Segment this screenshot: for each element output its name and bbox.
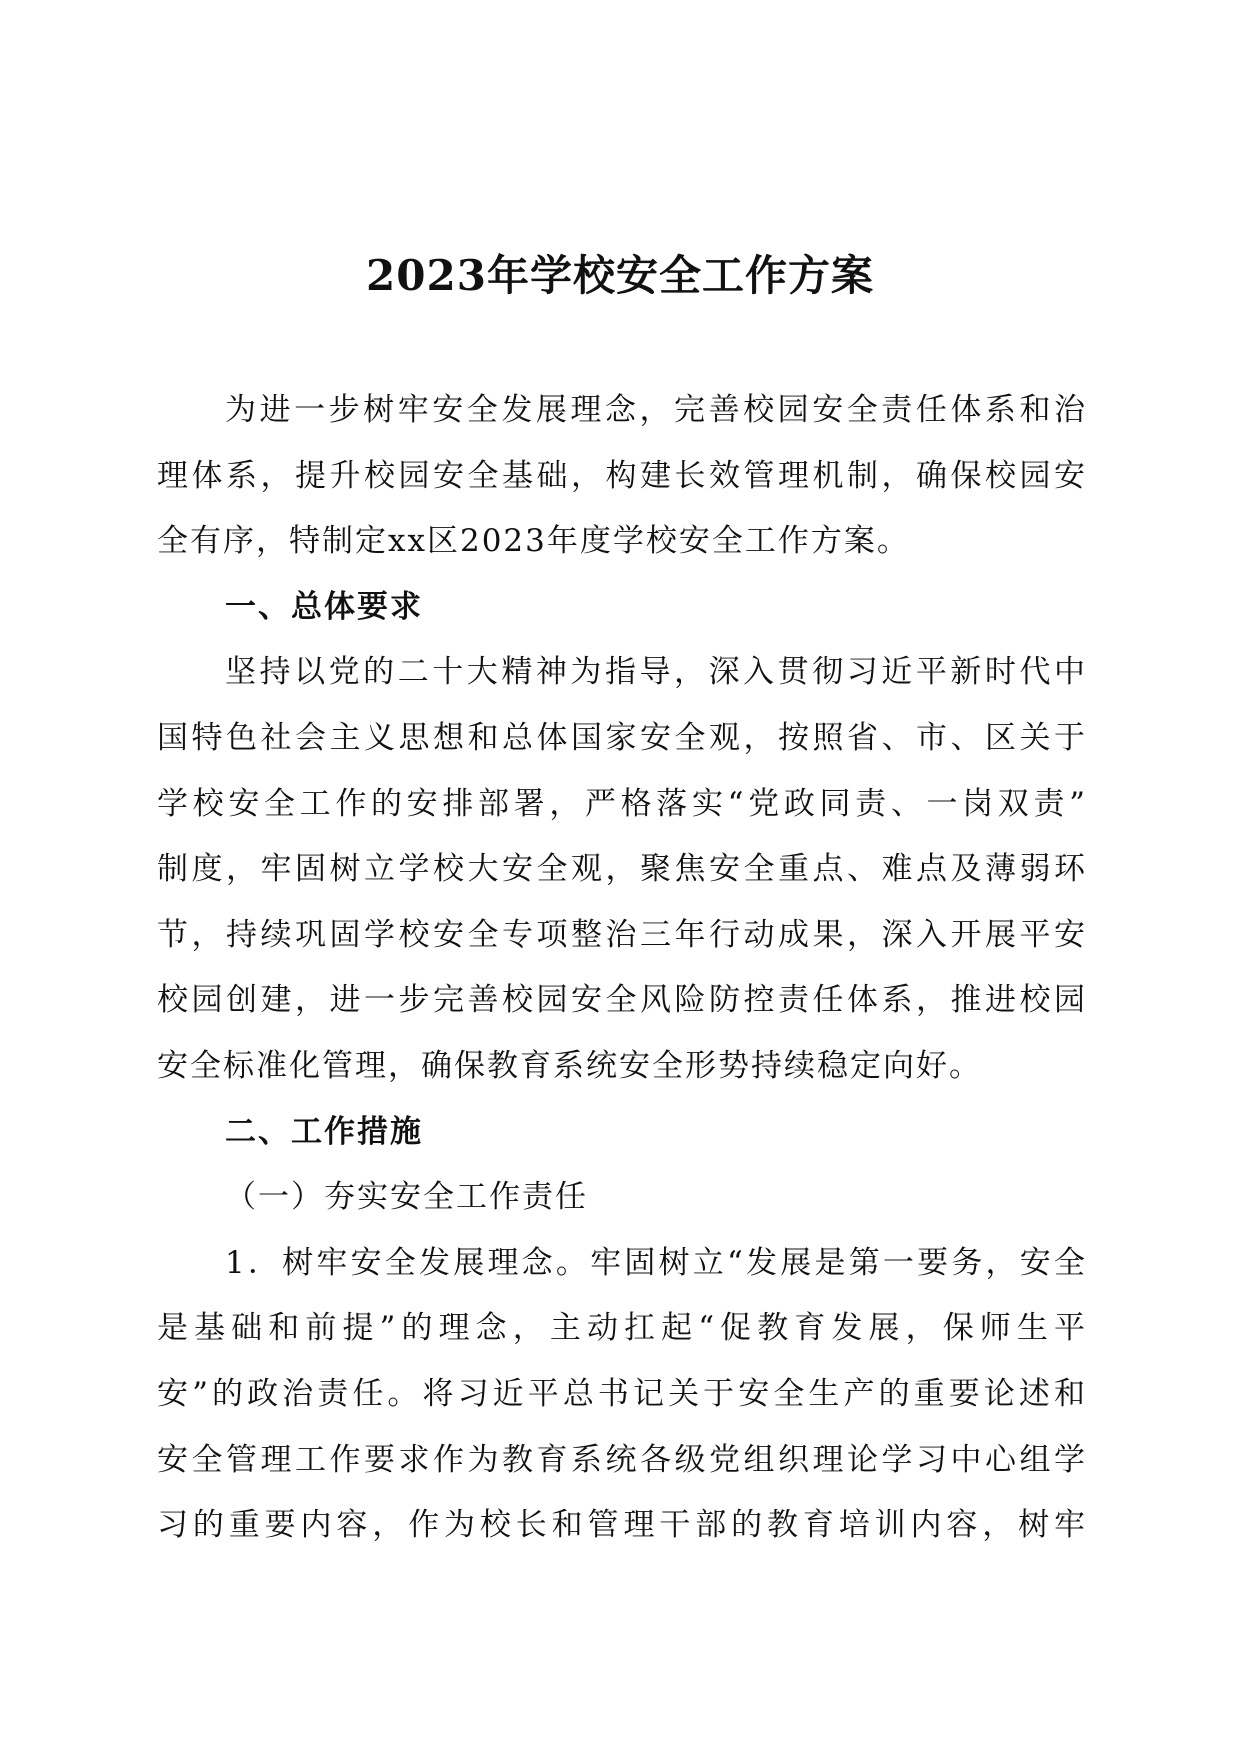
subsection-heading-responsibility: （一）夯实安全工作责任 [225, 1179, 588, 1216]
section-heading-general-requirements: 一、总体要求 [225, 588, 423, 625]
paragraph-item-1-line: 1．树牢安全发展理念。牢固树立“发展是第一要务，安全 [225, 1244, 1087, 1281]
paragraph-item-1-line: 安全管理工作要求作为教育系统各级党组织理论学习中心组学 [157, 1441, 1087, 1478]
paragraph-item-1-line: 是基础和前提”的理念，主动扛起“促教育发展，保师生平 [157, 1310, 1087, 1347]
paragraph-general-line: 节，持续巩固学校安全专项整治三年行动成果，深入开展平安 [157, 916, 1087, 953]
document-body [157, 378, 1087, 1559]
paragraph-general-line: 坚持以党的二十大精神为指导，深入贯彻习近平新时代中 [225, 654, 1087, 691]
paragraph-general-line: 安全标准化管理，确保教育系统安全形势持续稳定向好。 [157, 1047, 982, 1084]
paragraph-item-1-line: 安”的政治责任。将习近平总书记关于安全生产的重要论述和 [157, 1375, 1087, 1412]
paragraph-general-line: 制度，牢固树立学校大安全观，聚焦安全重点、难点及薄弱环 [157, 851, 1087, 888]
section-heading-work-measures: 二、工作措施 [225, 1113, 423, 1150]
paragraph-general-line: 国特色社会主义思想和总体国家安全观，按照省、市、区关于 [157, 719, 1087, 756]
document-title: 2023年学校安全工作方案 [366, 251, 874, 300]
paragraph-general-line: 校园创建，进一步完善校园安全风险防控责任体系，推进校园 [157, 982, 1087, 1019]
paragraph-general-line: 学校安全工作的安排部署，严格落实“党政同责、一岗双责” [157, 785, 1087, 822]
paragraph-intro-line: 理体系，提升校园安全基础，构建长效管理机制，确保校园安 [157, 457, 1087, 494]
paragraph-item-1-line: 习的重要内容，作为校长和管理干部的教育培训内容，树牢 [157, 1507, 1087, 1544]
paragraph-intro-line: 为进一步树牢安全发展理念，完善校园安全责任体系和治 [225, 392, 1087, 428]
paragraph-intro-line: 全有序，特制定xx区2023年度学校安全工作方案。 [157, 523, 910, 560]
